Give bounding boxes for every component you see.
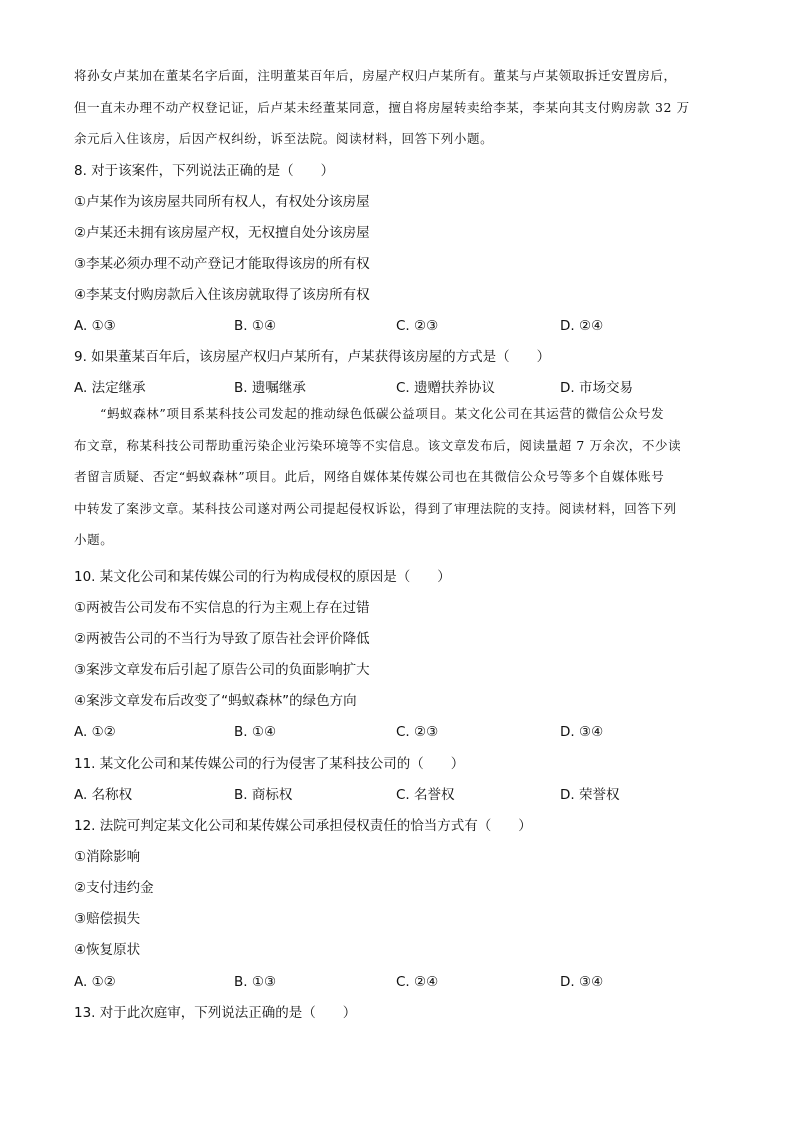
option-b[interactable]: B. ①③ — [234, 974, 277, 990]
option-c[interactable]: C. ②③ — [396, 318, 439, 334]
option-a[interactable]: A. 法定继承 — [74, 380, 146, 396]
passage-line: 者留言质疑、否定“蚂蚁森林”项目。此后，网络自媒体某传媒公司也在其微信公众号等多个自媒体账号 — [74, 469, 665, 484]
question-10-stem: 10. 某文化公司和某传媒公司的行为构成侵权的原因是（ ） — [74, 569, 451, 585]
option-c[interactable]: C. 名誉权 — [396, 787, 455, 803]
question-12-statement: ①消除影响 — [74, 849, 141, 865]
option-d[interactable]: D. ③④ — [560, 724, 604, 740]
reading-passage-2 — [74, 398, 734, 556]
passage-line: 中转发了案涉文章。某科技公司遂对两公司提起侵权诉讼，得到了审理法院的支持。阅读材料，回答下列 — [74, 500, 677, 516]
option-a[interactable]: A. ①③ — [74, 318, 116, 334]
passage-line: 将孙女卢某加在董某名字后面，注明董某百年后，房屋产权归卢某所有。董某与卢某领取拆迁安置房后， — [74, 68, 677, 83]
question-12-stem: 12. 法院可判定某文化公司和某传媒公司承担侵权责任的恰当方式有（ ） — [74, 818, 532, 834]
passage-line: “蚂蚁森林”项目系某科技公司发起的推动绿色低碳公益项目。某文化公司在其运营的微信公众号发 — [100, 406, 665, 421]
question-8-statement: ①卢某作为该房屋共同所有权人，有权处分该房屋 — [74, 194, 370, 210]
question-12-statement: ②支付违约金 — [74, 880, 154, 896]
question-12-statement: ③赔偿损失 — [74, 911, 141, 927]
passage-line: 小题。 — [74, 532, 114, 547]
option-c[interactable]: C. ②④ — [396, 974, 439, 990]
option-b[interactable]: B. ①④ — [234, 318, 277, 334]
option-d[interactable]: D. ②④ — [560, 318, 604, 334]
option-b[interactable]: B. 商标权 — [234, 787, 293, 803]
reading-passage-1 — [74, 60, 734, 155]
question-8-statement: ③李某必须办理不动产登记才能取得该房的所有权 — [74, 256, 370, 272]
option-d[interactable]: D. 荣誉权 — [560, 787, 620, 803]
passage-line: 余元后入住该房，后因产权纠纷，诉至法院。阅读材料，回答下列小题。 — [74, 131, 494, 146]
option-b[interactable]: B. ①④ — [234, 724, 277, 740]
question-12-options — [74, 972, 734, 992]
question-8-options — [74, 316, 734, 336]
question-9-stem: 9. 如果董某百年后，该房屋产权归卢某所有，卢某获得该房屋的方式是（ ） — [74, 349, 551, 365]
passage-line: 布文章，称某科技公司帮助重污染企业污染环境等不实信息。该文章发布后，阅读量超 7 万余次，不少读 — [74, 437, 682, 453]
question-10-statement: ④案涉文章发布后改变了“蚂蚁森林”的绿色方向 — [74, 693, 357, 709]
option-a[interactable]: A. ①② — [74, 724, 116, 740]
question-11-options — [74, 785, 734, 805]
option-d[interactable]: D. 市场交易 — [560, 380, 633, 396]
question-8-statement: ②卢某还未拥有该房屋产权，无权擅自处分该房屋 — [74, 225, 370, 241]
question-8-statement: ④李某支付购房款后入住该房就取得了该房所有权 — [74, 287, 370, 303]
question-8-stem: 8. 对于该案件，下列说法正确的是（ ） — [74, 163, 335, 179]
option-c[interactable]: C. 遗赠扶养协议 — [396, 380, 496, 396]
option-d[interactable]: D. ③④ — [560, 974, 604, 990]
option-c[interactable]: C. ②③ — [396, 724, 439, 740]
question-10-statement: ①两被告公司发布不实信息的行为主观上存在过错 — [74, 600, 370, 616]
question-10-statement: ③案涉文章发布后引起了原告公司的负面影响扩大 — [74, 662, 370, 678]
question-12-statement: ④恢复原状 — [74, 942, 141, 958]
option-b[interactable]: B. 遗嘱继承 — [234, 380, 306, 396]
option-a[interactable]: A. ①② — [74, 974, 116, 990]
passage-line: 但一直未办理不动产权登记证，后卢某未经董某同意，擅自将房屋转卖给李某，李某向其支付购房款 32 万 — [74, 99, 690, 115]
question-13-stem: 13. 对于此次庭审，下列说法正确的是（ ） — [74, 1005, 357, 1021]
question-11-stem: 11. 某文化公司和某传媒公司的行为侵害了某科技公司的（ ） — [74, 756, 465, 772]
option-a[interactable]: A. 名称权 — [74, 787, 133, 803]
question-9-options — [74, 378, 734, 398]
question-10-statement: ②两被告公司的不当行为导致了原告社会评价降低 — [74, 631, 370, 647]
question-10-options — [74, 722, 734, 742]
